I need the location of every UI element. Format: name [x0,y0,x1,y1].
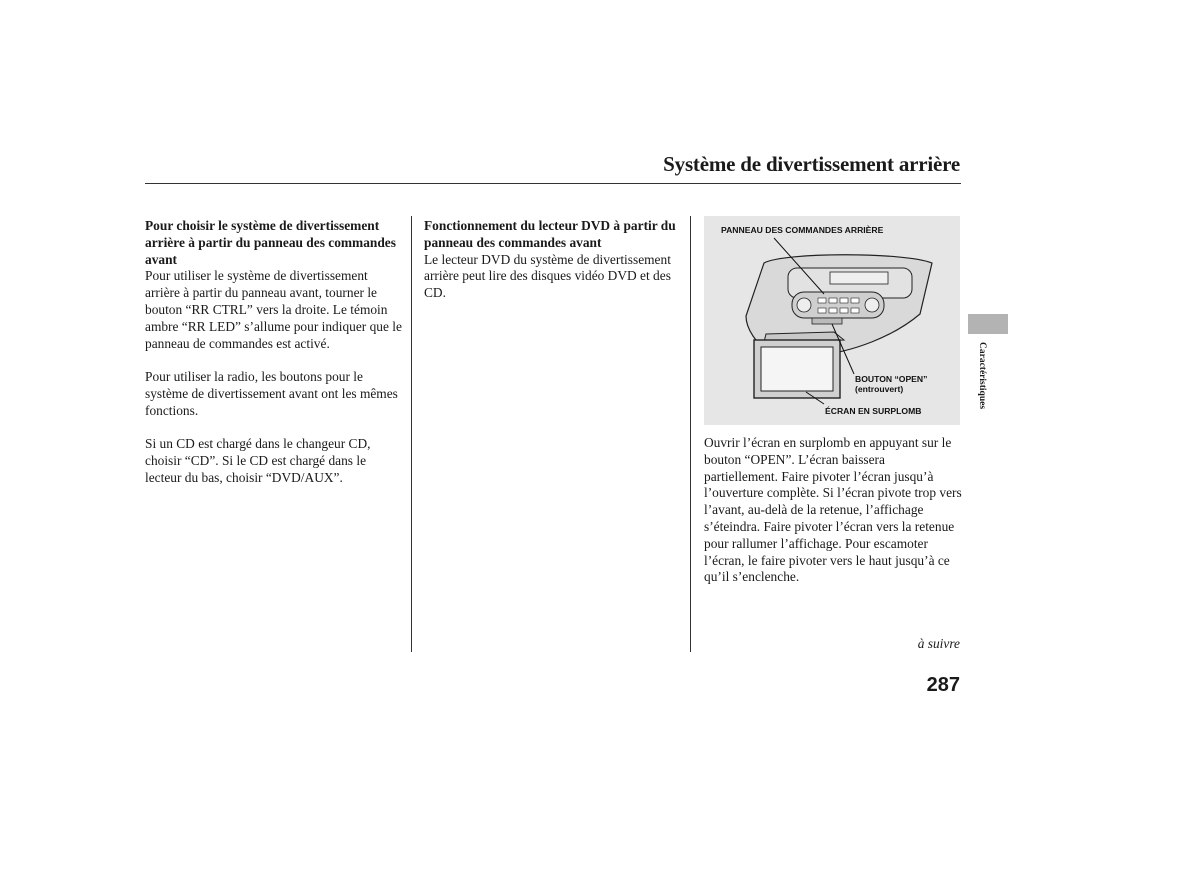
middle-heading: Fonctionnement du lecteur DVD à partir du panneau des commandes avant [424,218,676,250]
console-key [840,298,848,303]
console-key [818,308,826,313]
middle-paragraph-1: Le lecteur DVD du système de divertissement arrière peut lire des disques vidéo DVD et des CD. [424,251,671,301]
column-divider-1 [411,216,412,652]
right-paragraph-1: Ouvrir l’écran en surplomb en appuyant sur le bouton “OPEN”. L’écran baissera partiellement. Faire pivoter l’écran jusqu’à l’ouverture complète. Si l’écran pivote trop vers l’avant, au-delà de la retenue, l’affichage s’éteindra. Faire pivoter l’écran vers la retenue pour rallumer l’affichage. Pour escamoter l’écran, le faire pivoter vers le haut jusqu’à ce qu’il s’enclenche. [704,435,962,585]
figure-label-panel: PANNEAU DES COMMANDES ARRIÈRE [721,225,884,235]
figure-box [704,216,960,425]
left-paragraph-2: Pour utiliser la radio, les boutons pour le système de divertissement avant ont les mêmes fonctions. [145,369,398,418]
console-slot [830,272,888,284]
console-key [818,298,826,303]
left-paragraph-3: Si un CD est chargé dans le changeur CD, choisir “CD”. Si le CD est chargé dans le lecteur du bas, choisir “DVD/AUX”. [145,436,371,485]
section-tab [968,314,1008,334]
section-label: Caractéristiques [977,342,987,410]
figure-label-screen: ÉCRAN EN SURPLOMB [825,406,922,416]
left-column [145,218,403,487]
console-dial-right [865,298,879,312]
overhead-screen-display [761,347,833,391]
continue-note: à suivre [917,636,960,651]
title-rule [145,183,961,184]
console-key [840,308,848,313]
left-heading: Pour choisir le système de divertissement arrière à partir du panneau des commandes avant [145,218,396,267]
overhead-console-illustration [704,216,960,425]
right-column [704,435,962,586]
console-key [851,298,859,303]
console-key [829,308,837,313]
figure-label-open: BOUTON “OPEN” [855,374,928,384]
console-dial-left [797,298,811,312]
column-divider-2 [690,216,691,652]
page-title: Système de divertissement arrière [663,152,960,176]
console-key [829,298,837,303]
middle-column [424,218,682,302]
page-number: 287 [926,674,960,696]
console-key [851,308,859,313]
left-paragraph-1: Pour utiliser le système de divertissement arrière à partir du panneau avant, tourner le bouton “RR CTRL” vers la droite. Le témoin ambre “RR LED” s’allume pour indiquer que le panneau de commandes est activé. [145,268,402,351]
figure-label-open-sub: (entrouvert) [855,384,904,394]
open-button [812,318,842,324]
